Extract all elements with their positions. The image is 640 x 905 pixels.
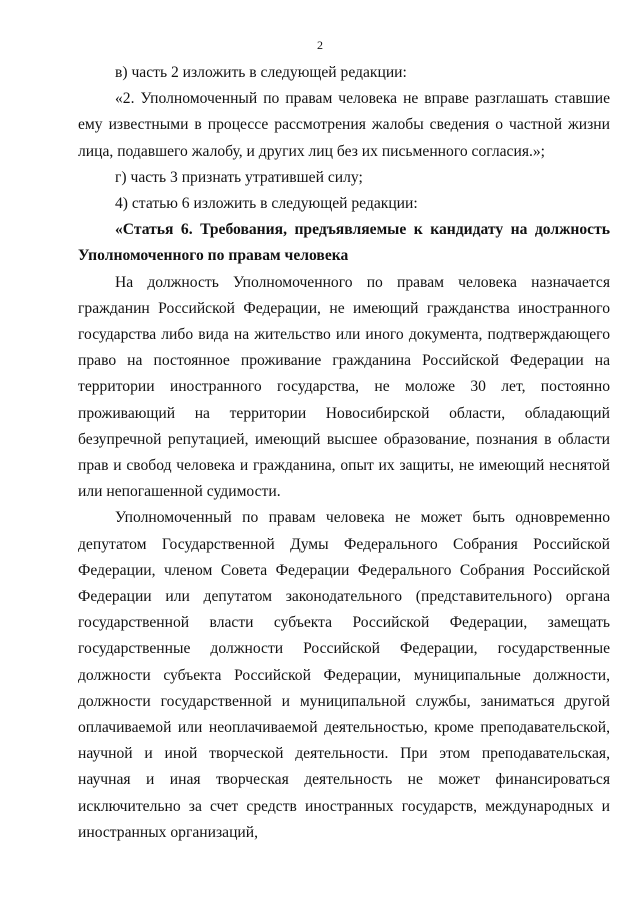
document-body: [78, 60, 610, 846]
paragraph-quote-part-2: «2. Уполномоченный по правам человека не вправе разглашать ставшие ему известными в процессе рассмотрения жалобы сведения о частной жизни лица, подавшего жалобу, и других лиц без их письменного согласия.»;: [78, 90, 610, 160]
paragraph-item-g: г) часть 3 признать утратившей силу;: [115, 168, 363, 186]
paragraph-restrictions: Уполномоченный по правам человека не может быть одновременно депутатом Государственной Думы Федерального Собрания Российской Федерации, членом Совета Федерации Федерального Собрания Российской Федерации или депутатом законодательного (представительного) органа государственной власти субъекта Российской Федерации, замещать государственные должности Российской Федерации, государственные должности субъекта Российской Федерации, муниципальные должности, должности государственной и муниципальной службы, заниматься другой оплачиваемой или неоплачиваемой деятельностью, кроме преподавательской, научной и иной творческой деятельности. При этом преподавательская, научная и иная творческая деятельность не может финансироваться исключительно за счет средств иностранных государств, международных и иностранных организаций,: [78, 509, 610, 841]
paragraph-item-4: 4) статью 6 изложить в следующей редакции:: [115, 195, 418, 213]
paragraph-requirements: На должность Уполномоченного по правам человека назначается гражданин Российской Федерации, не имеющий гражданства иностранного государства либо вида на жительство или иного документа, подтверждающего право на постоянное проживание гражданина Российской Федерации на территории иностранного государства, не моложе 30 лет, постоянно проживающий на территории Новосибирской области, обладающий безупречной репутацией, имеющий высшее образование, познания в области прав и свобод человека и гражданина, опыт их защиты, не имеющий неснятой или непогашенной судимости.: [78, 273, 610, 501]
article-heading: «Статья 6. Требования, предъявляемые к кандидату на должность Уполномоченного по правам человека: [78, 221, 610, 265]
paragraph-item-v: в) часть 2 изложить в следующей редакции:: [115, 64, 407, 81]
page-number: 2: [317, 38, 323, 52]
